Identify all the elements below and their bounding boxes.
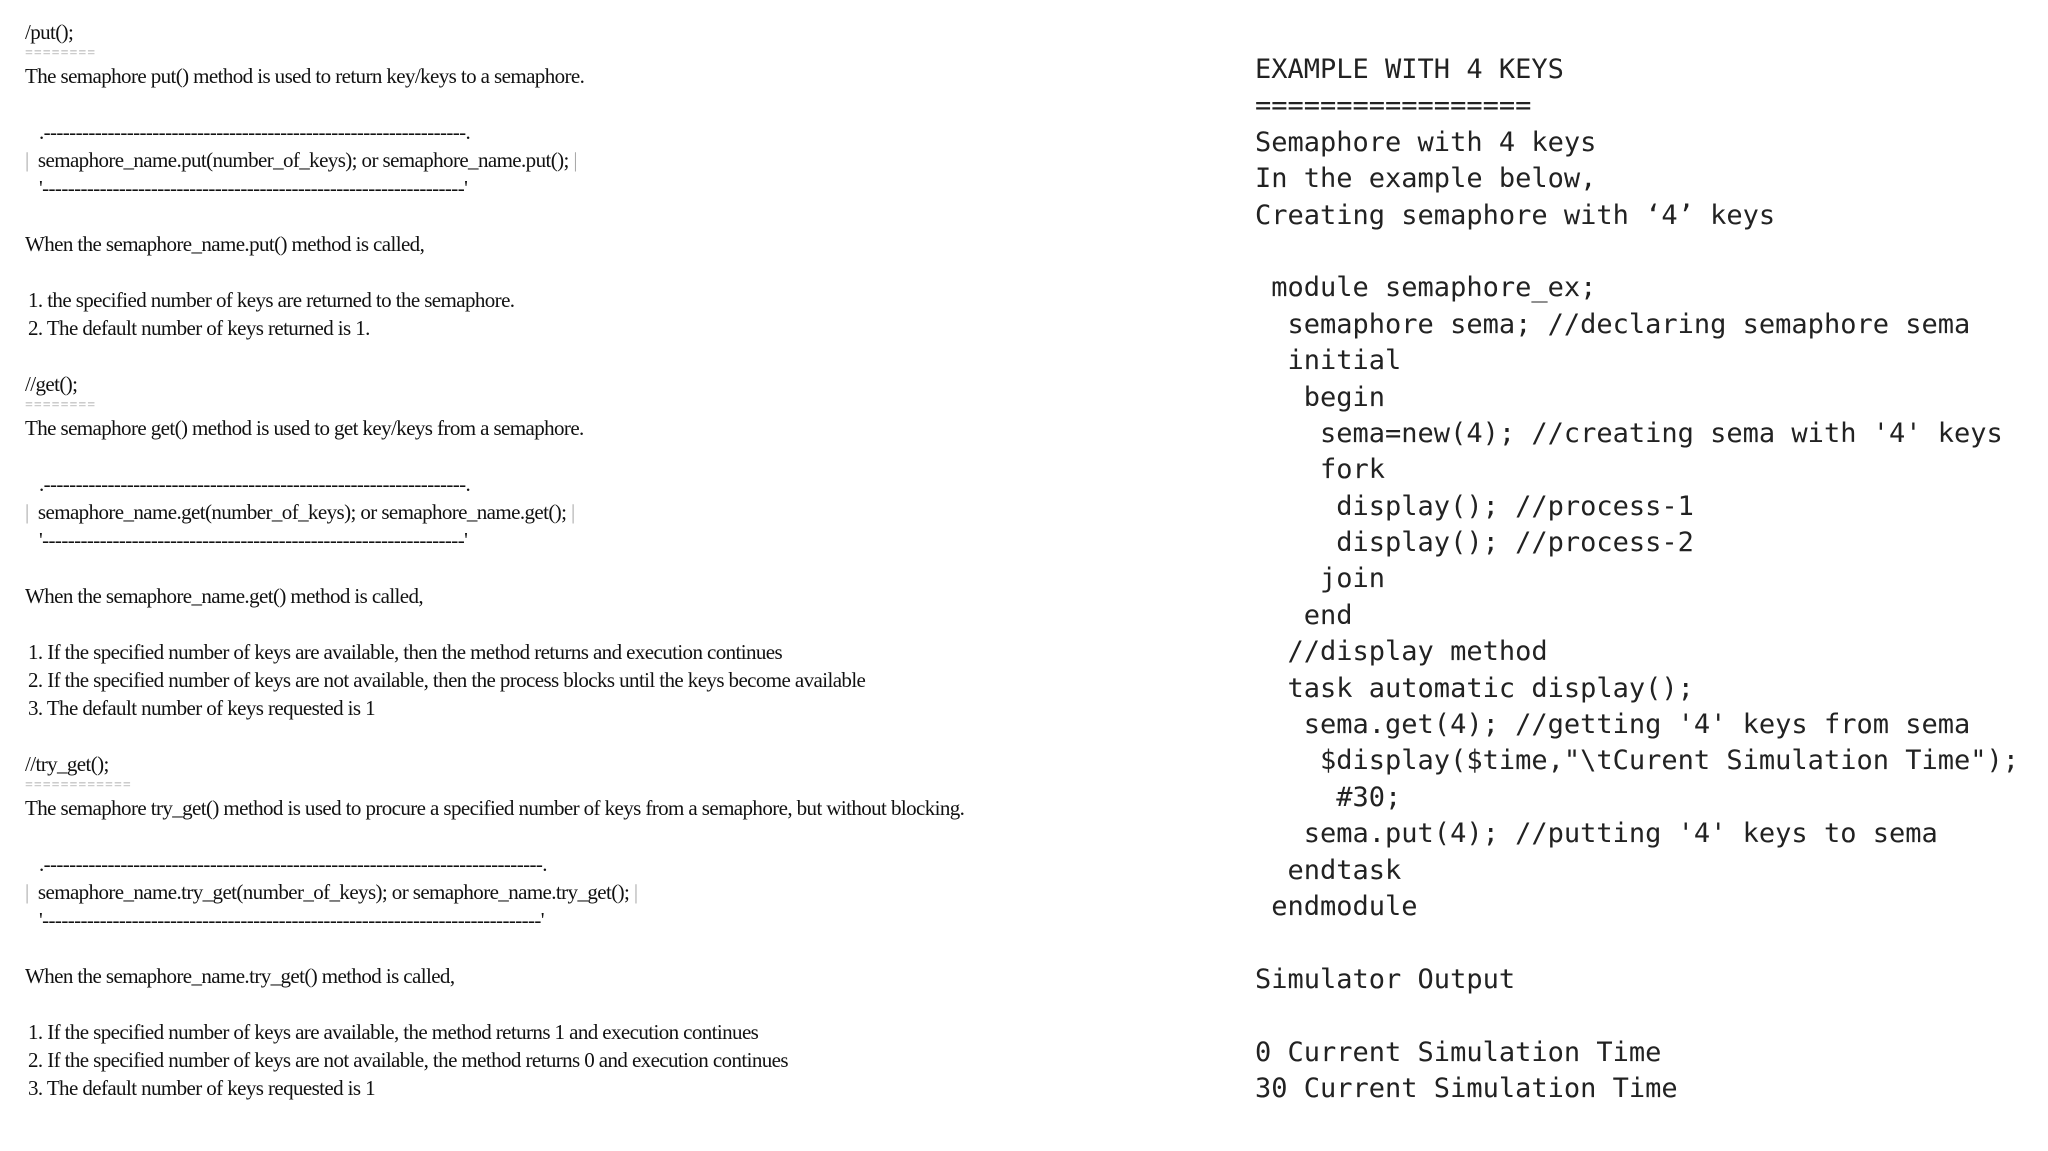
code-line: join (1255, 563, 1386, 595)
try-get-heading: //try_get(); (25, 752, 109, 776)
code-line: initial (1255, 345, 1402, 377)
code-line: Simulator Output (1255, 963, 1516, 995)
get-box-middle: | semaphore_name.get(number_of_keys); or semaphore_name.get(); | (25, 500, 575, 524)
code-line: endtask (1255, 854, 1402, 886)
code-line: module semaphore_ex; (1255, 272, 1597, 304)
code-line (1255, 925, 2035, 961)
try-get-description: The semaphore try_get() method is used to procure a specified number of keys from a semaphore, but without blocking. (25, 796, 965, 820)
get-underline: ======== (25, 398, 97, 413)
try-get-item-3: 3. The default number of keys requested is 1 (28, 1076, 376, 1100)
code-line: sema=new(4); //creating sema with '4' keys (1255, 417, 2003, 449)
try-get-box-bottom: '------------------------------------------------------------------------------' (38, 908, 544, 932)
code-example-column (1255, 52, 2035, 1107)
put-underline: ======== (25, 46, 97, 61)
get-box-top: .------------------------------------------------------------------. (38, 472, 471, 496)
try-get-item-1: 1. If the specified number of keys are available, the method returns 1 and execution continues (28, 1020, 759, 1044)
code-line: #30; (1255, 781, 1402, 813)
code-line: ================= (1255, 90, 1532, 122)
code-line: sema.put(4); //putting '4' keys to sema (1255, 818, 1938, 850)
code-line: Semaphore with 4 keys (1255, 126, 1597, 158)
get-item-3: 3. The default number of keys requested is 1 (28, 696, 376, 720)
code-line: task automatic display(); (1255, 672, 1694, 704)
get-item-1: 1. If the specified number of keys are available, then the method returns and execution continues (28, 640, 783, 664)
code-line: fork (1255, 454, 1386, 486)
code-line: //display method (1255, 636, 1548, 668)
code-line: In the example below, (1255, 163, 1597, 195)
code-line: $display($time,"\tCurent Simulation Time"); (1255, 745, 2020, 777)
get-heading: //get(); (25, 372, 78, 396)
try-get-box-top: .------------------------------------------------------------------------------. (38, 852, 547, 876)
put-heading: /put(); (25, 20, 74, 44)
code-line: display(); //process-1 (1255, 490, 1694, 522)
try-get-box-middle: | semaphore_name.try_get(number_of_keys); or semaphore_name.try_get(); | (25, 880, 638, 904)
put-box-bottom: '------------------------------------------------------------------' (38, 176, 468, 200)
try-get-item-2: 2. If the specified number of keys are not available, the method returns 0 and execution continues (28, 1048, 788, 1072)
get-when: When the semaphore_name.get() method is called, (25, 584, 424, 608)
put-box-top: .------------------------------------------------------------------. (38, 120, 471, 144)
try-get-when: When the semaphore_name.try_get() method is called, (25, 964, 455, 988)
code-line: endmodule (1255, 890, 1418, 922)
put-description: The semaphore put() method is used to return key/keys to a semaphore. (25, 64, 585, 88)
get-description: The semaphore get() method is used to get key/keys from a semaphore. (25, 416, 584, 440)
get-box-bottom: '------------------------------------------------------------------' (38, 528, 468, 552)
left-column (25, 18, 1225, 1102)
code-line: Creating semaphore with ‘4’ keys (1255, 199, 1776, 231)
code-line (1255, 234, 2035, 270)
code-line: semaphore sema; //declaring semaphore sema (1255, 308, 1971, 340)
put-box-middle: | semaphore_name.put(number_of_keys); or semaphore_name.put(); | (25, 148, 578, 172)
code-line: 0 Current Simulation Time (1255, 1036, 1662, 1068)
put-when: When the semaphore_name.put() method is called, (25, 232, 425, 256)
code-line: 30 Current Simulation Time (1255, 1072, 1678, 1104)
code-line (1255, 998, 2035, 1034)
code-line: sema.get(4); //getting '4' keys from sema (1255, 709, 1971, 741)
code-line: EXAMPLE WITH 4 KEYS (1255, 54, 1564, 85)
code-line: end (1255, 599, 1353, 631)
try-get-underline: ============ (25, 778, 132, 793)
code-line: display(); //process-2 (1255, 527, 1694, 559)
code-line: begin (1255, 381, 1386, 413)
put-item-2: 2. The default number of keys returned is 1. (28, 316, 370, 340)
get-item-2: 2. If the specified number of keys are not available, then the process blocks until the keys become available (28, 668, 866, 692)
put-item-1: 1. the specified number of keys are returned to the semaphore. (28, 288, 515, 312)
